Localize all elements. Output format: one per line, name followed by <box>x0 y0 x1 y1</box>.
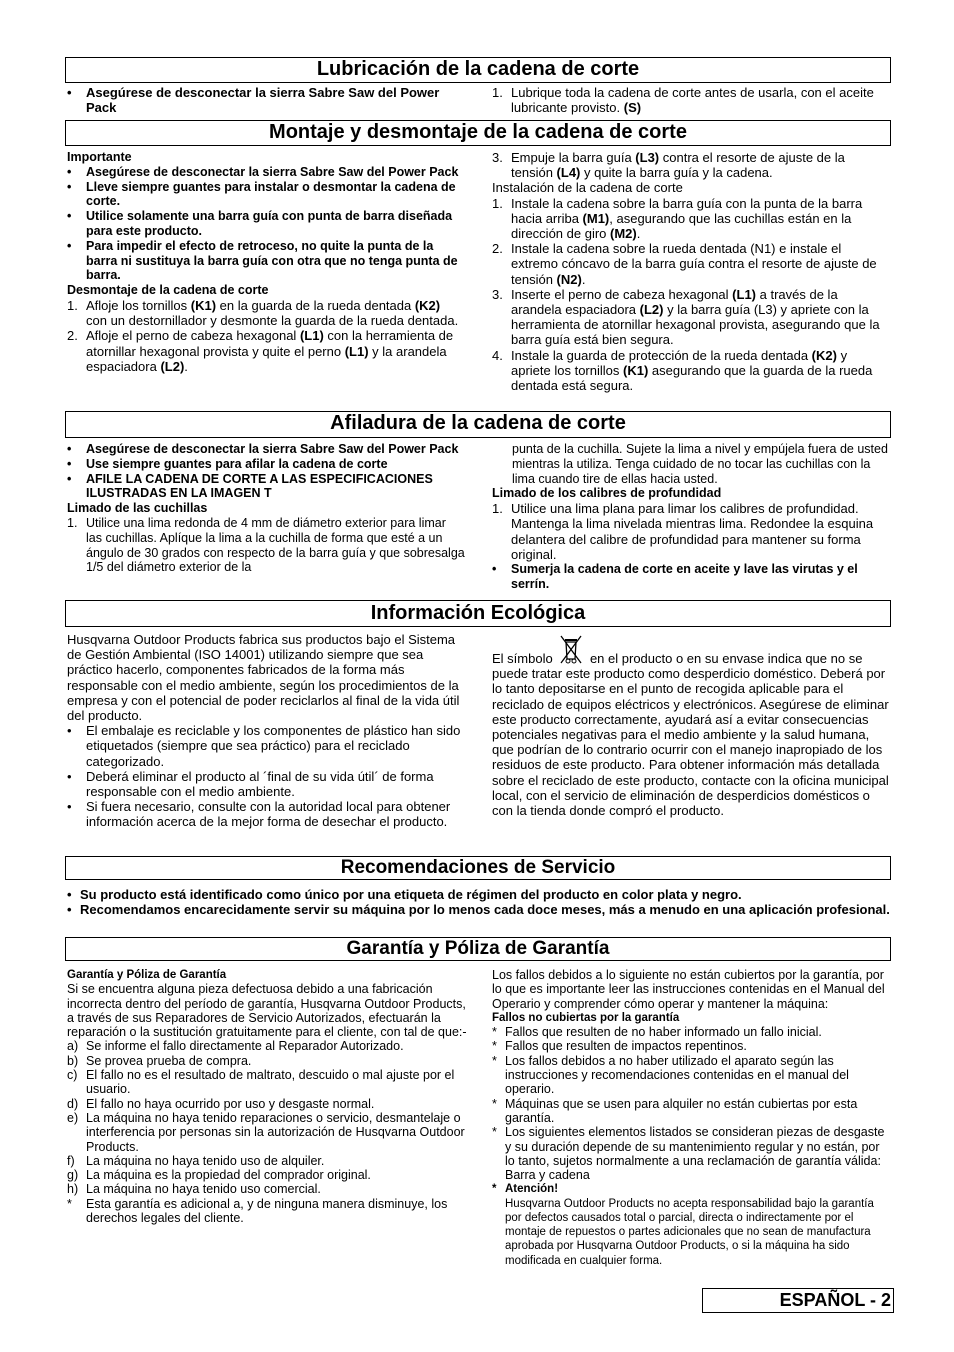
mont-right: 3. Empuje la barra guía (L3) contra el resorte de ajuste de la tensión (L4) y quite la barra guía y la cadena. Instalación de la cadena de corte 1. Instale la cadena sobre la barra guía con la punta de la barra hacia arriba (M1), asegurando que las cuchillas están en la dirección de giro (M2). 2. Instale la cadena sobre la rueda dentada (N1) e instale el extremo cóncavo de la barra guía contra el resorte de ajuste de tensión (N2). 3. Inserte el perno de cabeza hexagonal (L1) a través de la arandela espaciadora (L2) y la barra guía (L3) y apriete con la herramienta de atornillar hexagonal provista, asegurando que la barra guía está bien segura. 4. Instale la guarda de protección de la rueda dentada (K2) y apriete los tornillos (K1) asegurando que la guarda de la rueda dentada está segura. <box>492 150 890 393</box>
serv-bullet: Su producto está identificado como único por una etiqueta de régimen del producto en color plata y negro. <box>80 887 742 902</box>
afil-bullet: Asegúrese de desconectar la sierra Sabre Saw del Power Pack <box>86 442 459 456</box>
gar-exclusion: Fallos que resulten de no haber informado un fallo inicial. <box>505 1025 822 1040</box>
gar-condition: El fallo no es el resultado de maltrato, descuido o mal ajuste por el usuario. <box>86 1068 455 1097</box>
eco-symbol-text: El símbolo <box>492 651 553 666</box>
gar-right-paragraph: Los fallos debidos a lo siguiente no están cubiertos por la garantía, por lo que es importante leer las instrucciones contenidas en el Manual del Operario y comprender cómo operar y mantener la máquina: <box>492 968 885 1011</box>
gar-condition: Se provea prueba de compra. <box>86 1053 252 1068</box>
gar-exclusion: Los siguientes elementos listados se consideran piezas de desgaste y su duración depende de su mantenimiento regular y no están, por lo tanto, sujetos normalmente a una reclamación de garantía válida: Barra y cadena <box>505 1125 885 1183</box>
gar-condition: Se informe el fallo directamente al Reparador Autorizado. <box>86 1039 404 1054</box>
desmontaje-step: Afloje los tornillos (K1) en la guarda de la rueda dentada (K2) con un destornillador y desmonte la guarda de la rueda dentada. <box>86 297 459 329</box>
desmontaje-step: Afloje el perno de cabeza hexagonal (L1) con la herramienta de atornillar hexagonal provista y quite el perno (L1) y la arandela espaciadora (L2). <box>86 328 454 374</box>
lub-right: 1. Lubrique toda la cadena de corte antes de usarla, con el aceite lubricante provisto. (S) <box>492 85 874 116</box>
section-title-garantia: Garantía y Póliza de Garantía <box>65 937 891 961</box>
important-label: Importante <box>67 150 132 164</box>
weee-bin-icon <box>556 647 586 665</box>
eco-bullet: El embalaje es reciclable y los componentes de plástico han sido etiquetados (siempre que sea práctico) para el reciclado categorizado. <box>86 723 461 769</box>
mont-bullet: Para impedir el efecto de retroceso, no quite la punta de la barra ni sustituya la barra guía con otra que no tenga punta de barra. <box>86 238 458 283</box>
eco-right <box>492 647 890 818</box>
attention-label: Atención! <box>505 1183 559 1196</box>
mont-bullet: Lleve siempre guantes para instalar o desmontar la cadena de corte. <box>86 179 456 209</box>
gar-note: Esta garantía es adicional a, y de ninguna manera disminuye, los derechos legales del cliente. <box>86 1196 448 1226</box>
afil-final-bullet: Sumerja la cadena de corte en aceite y lave las virutas y el serrín. <box>511 562 858 591</box>
instalacion-heading: Instalación de la cadena de corte <box>492 180 683 196</box>
lub-step: Lubrique toda la cadena de corte antes de usarla, con el aceite lubricante provisto. (S) <box>511 85 874 116</box>
afil-right: punta de la cuchilla. Sujete la lima a nivel y empújela fuera de usted mientras la utiliza. Tenga cuidado de no tocar las cuchillas con la lima cuando tire de ellas hacia usted. Limado de los calibres de profundidad 1. Utilice una lima plana para limar los calibres de profundidad. Mantenga la lima nivelada mientras lima. Redondee la esquina delantera del calibre de profundidad para mantener su forma original. • Sumerja la cadena de corte en aceite y lave las virutas y el serrín. <box>492 442 890 592</box>
lub-bullet: Asegúrese de desconectar la sierra Sabre Saw del Power Pack <box>86 85 440 116</box>
attention-text: Husqvarna Outdoor Products no acepta responsabilidad bajo la garantía por defectos causados total o parcial, directa o indirectamente por el montaje de repuestos o partes adicionales que no sean de manufactura aprobada por Husqvarna Outdoor Products, o si la máquina ha sido modificada en cualquier forma. <box>505 1197 874 1267</box>
eco-bullet: Si fuera necesario, consulte con la autoridad local para obtener información acerca de la mejor forma de desechar el producto. <box>86 799 451 830</box>
page-footer-label: ESPAÑOL - 2 <box>702 1288 894 1313</box>
gar-left: Garantía y Póliza de Garantía Si se encuentra alguna pieza defectuosa debido a una fabricación incorrecta dentro del período de garantía, Husqvarna Outdoor Products, a través de sus Reparadores de Servicio Autorizados, efectuarán la reparación o la sustitución gratuitamente para el cliente, con tal de que:- a) Se informe el fallo directamente al Reparador Autorizado. b) Se provea prueba de compra. c) El fallo no es el resultado de maltrato, descuido o mal ajuste por el usuario. d) El fallo no haya ocurrido por uso y desgaste normal. e) La máquina no haya tenido reparaciones o servicio, desmantelaje o interferencia por personas sin la autorización de Husqvarna Outdoor Products. f) La máquina no haya tenido uso de alquiler. g) La máquina es la propiedad del comprador original. h) La máquina no haya tenido uso comercial. * Esta garantía es adicional a, y de ninguna manera disminuye, los derechos legales del cliente. <box>67 969 467 1226</box>
limado-cuchillas-heading: Limado de las cuchillas <box>67 501 208 516</box>
eco-paragraph: Husqvarna Outdoor Products fabrica sus productos bajo el Sistema de Gestión Ambiental (ISO 14001) utilizando siempre que sea práctico hacerlo, componentes fabricados de la forma más responsable con el medio ambiente, según los procedimientos de la empresa y con el potencial de poder reciclarlos al final de la vida útil del producto. <box>67 632 460 724</box>
desmontaje-heading: Desmontaje de la cadena de corte <box>67 283 269 298</box>
lub-left: • Asegúrese de desconectar la sierra Sabre Saw del Power Pack <box>67 85 440 116</box>
gar-condition: La máquina no haya tenido reparaciones o servicio, desmantelaje o interferencia por personas sin la autorización de Husqvarna Outdoor Products. <box>86 1110 465 1154</box>
gar-heading: Garantía y Póliza de Garantía <box>67 969 227 981</box>
instalacion-step: Inserte el perno de cabeza hexagonal (L1) a través de la arandela espaciadora (L2) y la barra guía (L3) y apriete con la herramienta de atornillar hexagonal provista, asegurando que la barra guía está bien segura. <box>511 286 880 348</box>
afil-left: • Asegúrese de desconectar la sierra Sabre Saw del Power Pack • Use siempre guantes para afilar la cadena de corte • AFILE LA CADENA DE CORTE A LAS ESPECIFICACIONES ILUSTRADAS EN LA IMAGEN T Limado de las cuchillas 1. Utilice una lima redonda de 4 mm de diámetro exterior para limar las cuchillas. Aplíque la lima a la cuchilla de forma que esté a un ángulo de 30 grados con respecto de la barra guía y que sobresalga 1/5 del diámetro exterior de la <box>67 442 465 575</box>
serv-bullet: Recomendamos encarecidamente servir su máquina por lo menos cada doce meses, más a menudo en una aplicación profesional. <box>80 902 890 918</box>
instalacion-step: Instale la cadena sobre la barra guía con la punta de la barra hacia arriba (M1), asegurando que las cuchillas están en la dirección de giro (M2). <box>511 195 863 242</box>
gar-right: Los fallos debidos a lo siguiente no están cubiertos por la garantía, por lo que es importante leer las instrucciones contenidas en el Manual del Operario y comprender cómo operar y mantener la máquina: Fallos no cubiertas por la garantía * Fallos que resulten de no haber informado un fallo inicial. * Fallos que resulten de impactos repentinos. * Los fallos debidos a no haber utilizado el aparato según las instrucciones y recomendaciones contenidas en el manual del operario. * Máquinas que se usen para alquiler no están cubiertas por esta garantía. * Los siguientes elementos listados se consideran piezas de desgaste y su duración depende de su mantenimiento regular y no están, por lo tanto, sujetos normalmente a una reclamación de garantía válida: Barra y cadena * Atención! Husqvarna Outdoor Products no acepta responsabilidad bajo la garantía por defectos causados total o parcial, directa o indirectamente por el montaje de repuestos o partes adicionales que no sean de manufactura aprobada por Husqvarna Outdoor Products, o si la máquina ha sido modificada en cualquier forma. <box>492 968 890 1268</box>
section-title-ecologica: Información Ecológica <box>65 600 891 627</box>
afil-bullet: AFILE LA CADENA DE CORTE A LAS ESPECIFICACIONES ILUSTRADAS EN LA IMAGEN T <box>86 471 433 501</box>
desmontaje-step-3: Empuje la barra guía (L3) contra el resorte de ajuste de la tensión (L4) y quite la barra guía y la cadena. <box>511 150 845 181</box>
section-title-afiladura: Afiladura de la cadena de corte <box>65 411 891 438</box>
mont-bullet: Asegúrese de desconectar la sierra Sabre Saw del Power Pack <box>86 164 459 179</box>
section-title-lubricacion: Lubricación de la cadena de corte <box>65 57 891 83</box>
gar-exclusions-heading: Fallos no cubiertas por la garantía <box>492 1011 680 1024</box>
eco-bullet: Deberá eliminar el producto al ´final de su vida útil´ de forma responsable con el medio ambiente. <box>86 768 434 800</box>
gar-paragraph: Si se encuentra alguna pieza defectuosa debido a una fabricación incorrecta dentro del período de garantía, Husqvarna Outdoor Products, a través de sus Reparadores de Servicio Autorizados, efectuarán la reparación o la sustitución gratuitamente para el cliente, con tal de que:- <box>67 982 467 1040</box>
gar-condition: La máquina no haya tenido uso comercial. <box>86 1182 321 1197</box>
instalacion-step: Instale la guarda de protección de la rueda dentada (K2) y apriete los tornillos (K1) asegurando que la guarda de la rueda dentada está segura. <box>511 347 873 394</box>
calibres-step: Utilice una lima plana para limar los calibres de profundidad. Mantenga la lima nivelada mientras lima. Redondee la esquina delantera del calibre de profundidad para mantener su forma original. <box>511 501 874 562</box>
mont-left: Importante • Asegúrese de desconectar la sierra Sabre Saw del Power Pack • Lleve siempre guantes para instalar o desmontar la cadena de corte. • Utilice solamente una barra guía con punta de barra diseñada para este producto. • Para impedir el efecto de retroceso, no quite la punta de la barra ni sustituya la barra guía con otra que no tenga punta de barra. Desmontaje de la cadena de corte 1. Afloje los tornillos (K1) en la guarda de la rueda dentada (K2) con un destornillador y desmonte la guarda de la rueda dentada. 2. Afloje el perno de cabeza hexagonal (L1) con la herramienta de atornillar hexagonal provista y quite el perno (L1) y la arandela espaciadora (L2). <box>67 150 463 374</box>
afil-bullet: Use siempre guantes para afilar la cadena de corte <box>86 456 388 471</box>
gar-condition: La máquina es la propiedad del comprador original. <box>86 1168 371 1183</box>
mont-bullet: Utilice solamente una barra guía con punta de barra diseñada para este producto. <box>86 209 453 238</box>
limado-step: Utilice una lima redonda de 4 mm de diámetro exterior para limar las cuchillas. Aplíque la lima a la cuchilla de forma que esté a un ángulo de 30 grados con respecto de la barra guía y que sobresalga 1/5 del diámetro exterior de la <box>86 515 465 575</box>
section-title-montaje: Montaje y desmontaje de la cadena de corte <box>65 120 891 146</box>
gar-exclusion: Fallos que resulten de impactos repentinos. <box>505 1039 747 1054</box>
gar-exclusion: Máquinas que se usen para alquiler no están cubiertas por esta garantía. <box>505 1096 858 1125</box>
gar-exclusion: Los fallos debidos a no haber utilizado el aparato según las instrucciones y recomendaciones contenidas en el manual del operario. <box>505 1053 849 1097</box>
gar-condition: La máquina no haya tenido uso de alquiler. <box>86 1153 325 1168</box>
limado-step-cont: punta de la cuchilla. Sujete la lima a nivel y empújela fuera de usted mientras la utiliza. Tenga cuidado de no tocar las cuchillas con la lima cuando tire de ellas hacia usted. <box>512 442 888 486</box>
eco-left: Husqvarna Outdoor Products fabrica sus productos bajo el Sistema de Gestión Ambiental (ISO 14001) utilizando siempre que sea práctico hacerlo, componentes fabricados de la forma más responsable con el medio ambiente, según los procedimientos de la empresa y con el potencial de poder reciclarlos al final de la vida útil del producto. • El embalaje es reciclable y los componentes de plástico han sido etiquetados (siempre que sea práctico) para el reciclado categorizado. • Deberá eliminar el producto al ´final de su vida útil´ de forma responsable con el medio ambiente. • Si fuera necesario, consulte con la autoridad local para obtener información acerca de la mejor forma de desechar el producto. <box>67 632 467 830</box>
section-title-servicio: Recomendaciones de Servicio <box>65 856 891 880</box>
limado-calibres-heading: Limado de los calibres de profundidad <box>492 486 722 501</box>
gar-condition: El fallo no haya ocurrido por uso y desgaste normal. <box>86 1096 375 1111</box>
instalacion-step: Instale la cadena sobre la rueda dentada (N1) e instale el extremo cóncavo de la barra guía contra el resorte de ajuste de tensión (N2). <box>511 241 877 287</box>
serv-list: • Su producto está identificado como único por una etiqueta de régimen del producto en color plata y negro. • Recomendamos encarecidamente servir su máquina por lo menos cada doce meses, más a menudo en una aplicación profesional. <box>67 887 890 918</box>
eco-symbol-description: en el producto o en su envase indica que no se puede tratar este producto como desperdicio doméstico. Deberá por lo tanto depositarse en el punto de recogida aplicable para el reciclado de equipos eléctricos y electrónicos. Asegúrese de eliminar este producto correctamente, ayudará así a evitar consecuencias potenciales negativas para el medio ambiente y la salud humana, que podrían de lo contrario ocurrir con el manejo inapropiado de los residuos de este producto. Para obtener información más detallada sobre el reciclado de este producto, contacte con la oficina municipal local, con el servicio de eliminación de desperdicios domésticos o con la tienda donde compró el producto. <box>492 651 889 819</box>
